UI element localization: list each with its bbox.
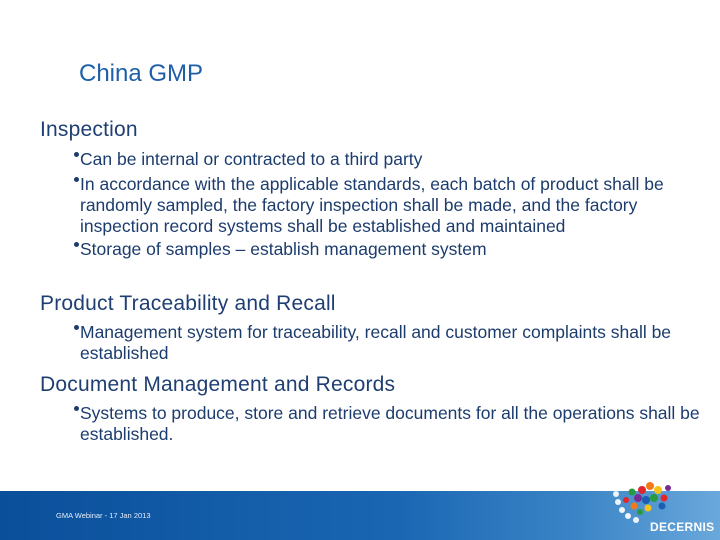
- logo-text: DECERNIS: [650, 520, 715, 534]
- bullet-list-documents: [80, 403, 700, 449]
- bullet-icon: [74, 406, 79, 411]
- bullet-icon: [74, 177, 79, 182]
- bullet-text: Storage of samples – establish management system: [80, 239, 487, 259]
- bullet-text: Management system for traceability, recall and customer complaints shall be established: [80, 322, 672, 363]
- bullet-icon: [74, 242, 79, 247]
- section-heading-documents: Document Management and Records: [40, 373, 396, 396]
- bullet-text: Systems to produce, store and retrieve documents for all the operations shall be established.: [80, 403, 700, 444]
- bullet-icon: [74, 152, 79, 157]
- list-item: [80, 149, 700, 170]
- list-item: [80, 322, 700, 364]
- bullet-list-traceability: [80, 322, 700, 368]
- slide-title: China GMP: [79, 60, 204, 87]
- bullet-text: Can be internal or contracted to a third party: [80, 149, 423, 169]
- bullet-text: In accordance with the applicable standards, each batch of product shall be randomly sampled, the factory inspection shall be made, and the factory inspection record systems shall be established and maintained: [80, 174, 664, 236]
- section-heading-inspection: Inspection: [40, 118, 138, 141]
- section-heading-traceability: Product Traceability and Recall: [40, 292, 336, 315]
- page-number: 45: [552, 481, 561, 490]
- bullet-list-inspection: [80, 149, 700, 264]
- bullet-icon: [74, 325, 79, 330]
- list-item: [80, 403, 700, 445]
- list-item: [80, 239, 700, 260]
- list-item: [80, 174, 700, 237]
- footer-text: GMA Webinar - 17 Jan 2013: [56, 511, 151, 520]
